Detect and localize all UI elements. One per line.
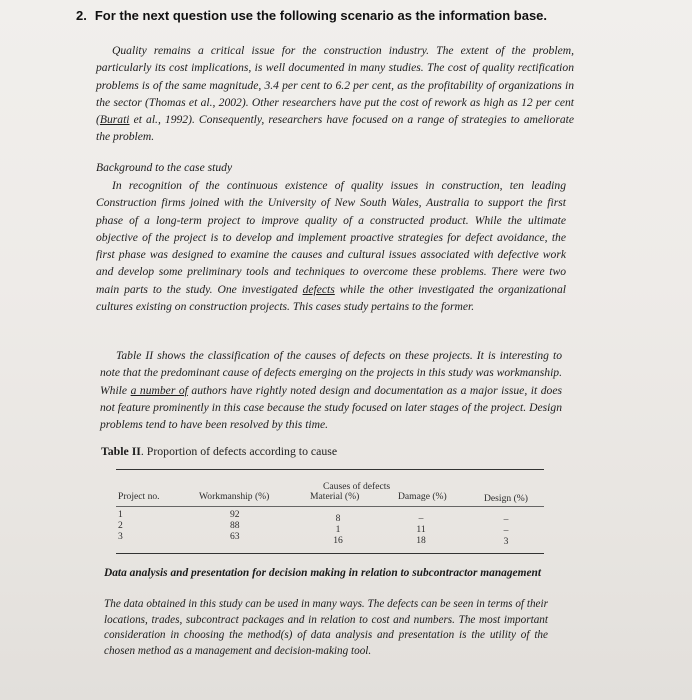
header-damage: Damage (%) (398, 491, 447, 502)
table-cell: 63 (230, 531, 240, 542)
material-column (331, 513, 345, 546)
table-cell: 88 (230, 520, 240, 531)
table-cell: 3 (118, 531, 123, 542)
table-cell: 18 (416, 535, 426, 546)
causes-group-header: Causes of defects (323, 481, 391, 492)
table-cell: 16 (333, 535, 343, 546)
question-header-text: For the next question use the following scenario as the information base. (94, 8, 548, 23)
analysis-paragraph: The data obtained in this study can be used in many ways. The defects can be seen in terms of their locations, trades, subcontract packages and in relation to cost and numbers. The most important consideration in choosing the method(s) of data analysis and presentation is the utility of the chosen method as a management and decision-making tool. (104, 598, 548, 657)
project-column (118, 509, 123, 542)
analysis-heading: Data analysis and presentation for decision making in relation to subcontractor management (104, 567, 542, 579)
table-title (101, 444, 337, 459)
background-text-a: In recognition of the continuous existence of quality issues in construction, ten leading Construction firms joined with the University of New South Wales, Australia to support the first phase of a long-term project to improve quality of a constructed product. While the ultimate objective of the project is to develop and implement proactive strategies for defect avoidance, the first phase was designed to examine the causes and cultural issues associated with defective work and develop some preliminary tools and techniques to overcome these problems. There were two main parts to the study. One investigated (96, 179, 566, 296)
question-number: 2. (76, 8, 87, 23)
table-bottom-rule (116, 553, 544, 554)
intro-citation: Burati (99, 113, 130, 127)
background-underlined: defects (302, 282, 335, 296)
header-workmanship: Workmanship (%) (199, 491, 270, 502)
table-cell: 92 (230, 509, 240, 520)
table-cell: – (503, 525, 509, 536)
background-heading: Background to the case study (96, 161, 233, 174)
intro-paragraph (96, 42, 574, 146)
question-header (76, 8, 547, 23)
damage-column (414, 513, 428, 546)
table-cell: – (418, 513, 424, 524)
design-column (499, 514, 513, 547)
table-intro-underlined: a number of (130, 383, 188, 397)
header-design: Design (%) (484, 493, 528, 504)
table-cell: 11 (416, 524, 426, 535)
table-intro-text-b: authors have rightly noted design and documentation as a major issue, it does not feature prominently in this case because the study focused on later stages of the project. Design problems tend to have been resolved by this time. (100, 383, 562, 432)
table-intro-paragraph (100, 347, 562, 433)
table-title-bold: Table II (101, 444, 141, 458)
table-title-rest: . Proportion of defects according to cause (140, 444, 338, 458)
table-cell: 8 (335, 513, 341, 524)
workmanship-column (230, 509, 240, 542)
table-header-rule (116, 506, 544, 507)
table-cell: – (503, 514, 509, 525)
table-top-rule (116, 469, 544, 470)
background-text-b: while the other investigated the organizational cultures existing on construction projects. This cases study pertains to the former. (96, 282, 566, 314)
table-cell: 1 (118, 509, 123, 520)
table-intro-text-a: Table II shows the classification of the causes of defects on these projects. It is interesting to note that the predominant cause of defects emerging on the projects in this study was workmanship. While (100, 349, 562, 397)
background-paragraph (96, 177, 566, 315)
header-material: Material (%) (310, 491, 360, 502)
table-cell: 3 (503, 536, 509, 547)
intro-text-b: et al., 1992). Consequently, researchers have focused on a range of strategies to ameliorate the problem. (96, 113, 574, 144)
header-project: Project no. (118, 491, 160, 502)
intro-text-a: Quality remains a critical issue for the construction industry. The extent of the problem, particularly its cost implications, is well documented in many studies. The cost of quality rectification problems is of the same magnitude, 3.4 per cent to 6.2 per cent, as the profitability of organizations in the sector (Thomas et al., 2002). Other researchers have put the cost of rework as high as 12 per cent ( (96, 44, 574, 127)
table-cell: 1 (335, 524, 341, 535)
table-cell: 2 (118, 520, 123, 531)
